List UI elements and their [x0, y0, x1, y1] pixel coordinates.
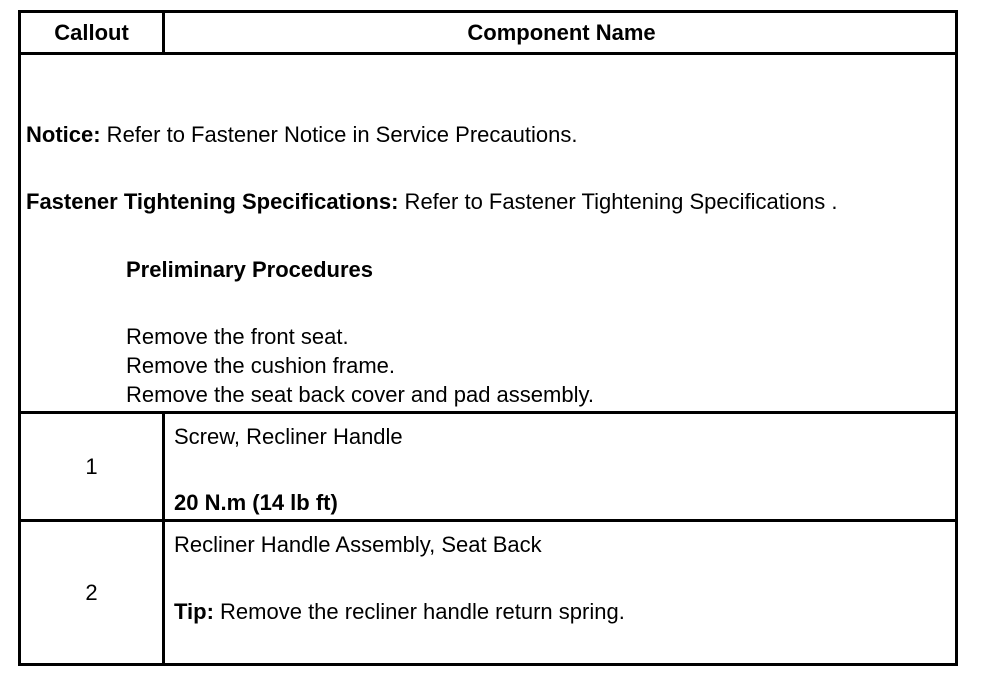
preliminary-step: Remove the front seat. [126, 324, 349, 349]
tightening-spec-text: Refer to Fastener Tightening Specifications . [398, 189, 838, 214]
callout-column-header: Callout [21, 13, 165, 52]
tip-line [174, 599, 625, 625]
procedure-intro-row [21, 55, 955, 414]
preliminary-step: Remove the cushion frame. [126, 353, 396, 378]
component-name-column-header: Component Name [467, 19, 656, 45]
preliminary-step: Remove the seat back cover and pad assembly. [126, 382, 594, 407]
table-row [21, 414, 955, 522]
component-cell [168, 414, 955, 519]
component-name: Recliner Handle Assembly, Seat Back [174, 532, 542, 557]
notice-line [26, 122, 577, 148]
table-header-row [21, 13, 955, 55]
tip-label: Tip: [174, 599, 214, 624]
notice-text: Refer to Fastener Notice in Service Precautions. [100, 122, 578, 147]
component-table [18, 10, 958, 666]
component-cell [168, 522, 955, 663]
tightening-spec-label: Fastener Tightening Specifications: [26, 189, 399, 214]
callout-number: 1 [21, 414, 165, 519]
callout-number: 2 [21, 522, 165, 663]
table-row [21, 522, 955, 663]
notice-label: Notice: [26, 122, 101, 147]
component-name: Screw, Recliner Handle [174, 424, 403, 449]
preliminary-procedures-heading: Preliminary Procedures [126, 257, 374, 282]
tip-text: Remove the recliner handle return spring. [213, 599, 625, 624]
torque-spec: 20 N.m (14 lb ft) [174, 490, 338, 515]
tightening-spec-line [26, 189, 837, 215]
